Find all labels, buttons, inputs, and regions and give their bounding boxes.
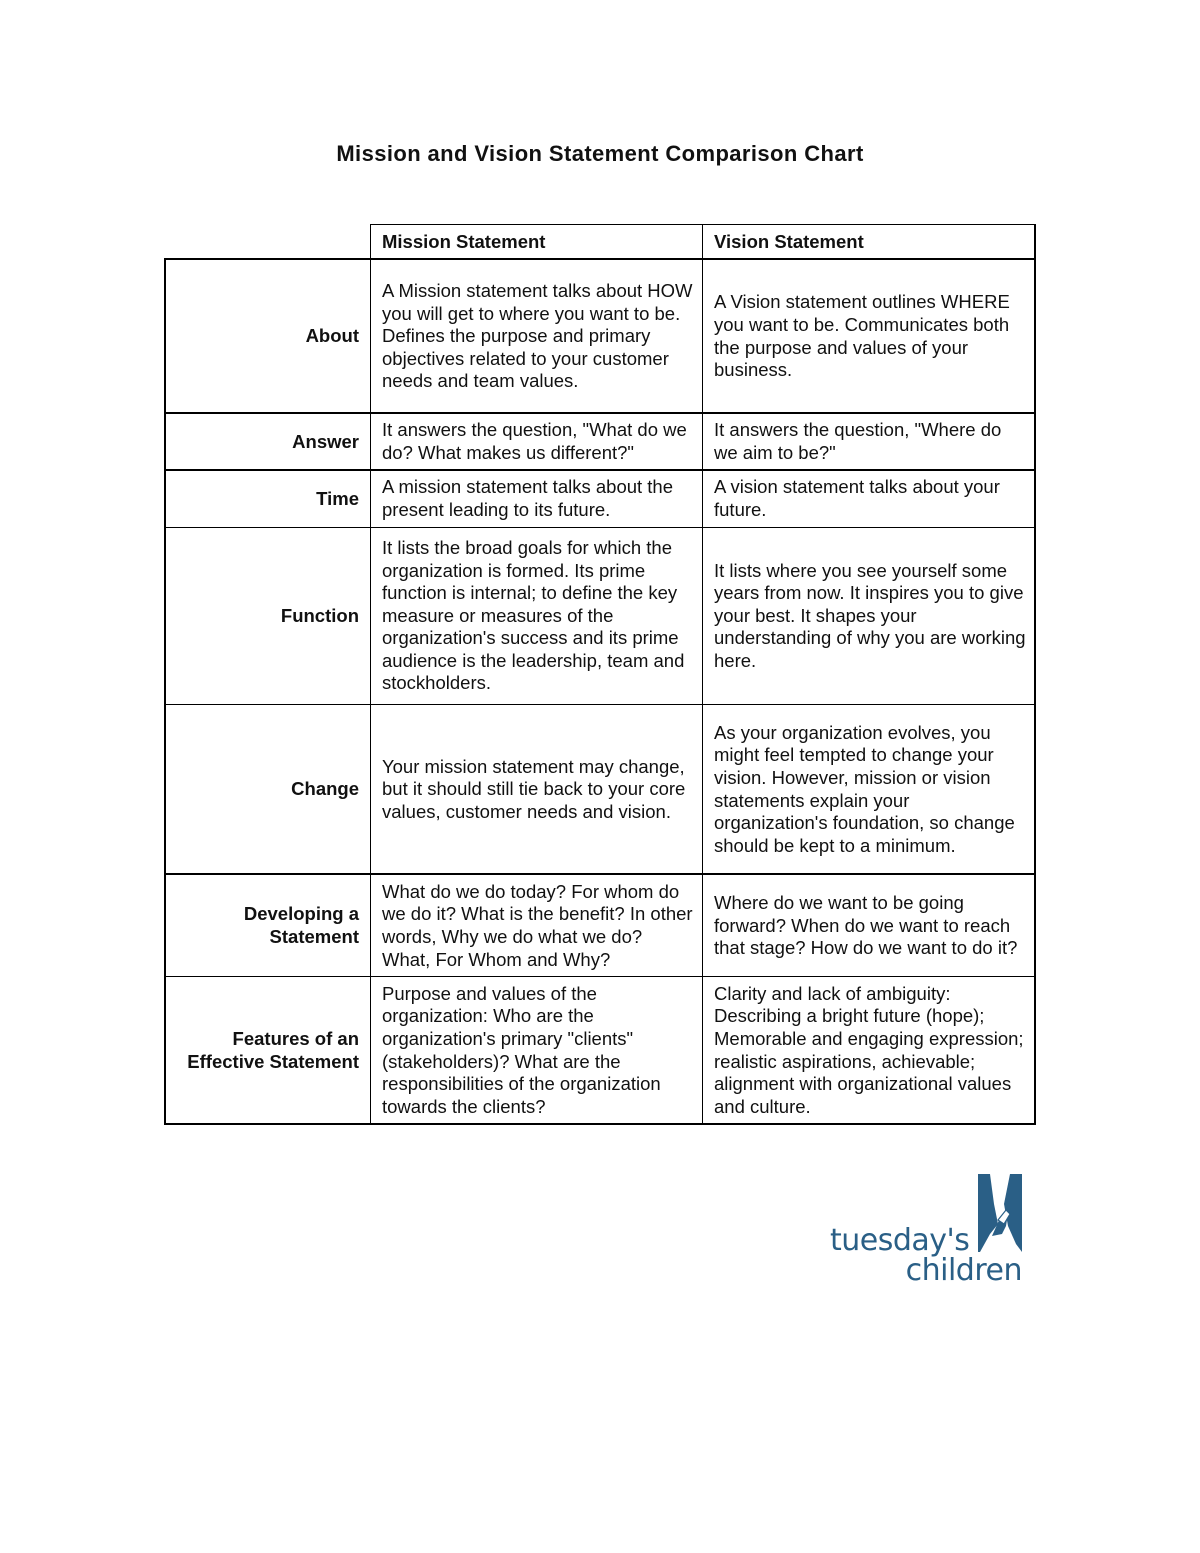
cell-text: A Vision statement outlines WHERE you want to be. Communicates both the purpose and values of your business. <box>714 291 1010 381</box>
cell-text: It answers the question, "Where do we aim to be?" <box>714 419 1002 463</box>
table-border <box>370 224 371 1125</box>
row-label-developing <box>166 876 370 976</box>
row-function-vision <box>703 528 1034 704</box>
header-vision <box>703 225 1034 259</box>
table-border <box>165 527 1035 528</box>
row-time-mission <box>371 471 702 527</box>
header-mission <box>371 225 702 259</box>
row-label-about <box>166 260 370 413</box>
table-border <box>702 224 703 1125</box>
page-title: Mission and Vision Statement Comparison Chart <box>336 141 864 166</box>
cell-text: It lists where you see yourself some years from now. It inspires you to give your best. It shapes your understanding of why you are working here. <box>714 559 1026 671</box>
row-about-mission <box>371 260 702 413</box>
logo-text-line2: children <box>905 1253 1022 1288</box>
cell-text: It answers the question, "What do we do? What makes us different?" <box>382 419 687 463</box>
cell-text: Where do we want to be going forward? When do we want to reach that stage? How do we want to do it? <box>714 892 1018 959</box>
table-border <box>165 873 1035 875</box>
row-developing-vision <box>703 876 1034 976</box>
row-label-text: Function <box>280 604 359 626</box>
row-label-text: Developing a Statement <box>243 903 359 947</box>
row-label-change <box>166 705 370 874</box>
row-time-vision <box>703 471 1034 527</box>
table-border <box>165 976 1035 977</box>
table-border <box>165 258 1035 260</box>
row-label-answer <box>166 414 370 470</box>
table-border <box>165 412 1035 414</box>
row-change-vision <box>703 705 1034 874</box>
cell-text: Clarity and lack of ambiguity: Describing a bright future (hope); Memorable and engaging expression; realistic aspirations, achievable; alignment with organizational values and culture. <box>714 982 1024 1117</box>
cell-text: Purpose and values of the organization: Who are the organization's primary "clients" (stakeholders)? What are the responsibilities of the organization towards the clients? <box>382 982 661 1117</box>
row-label-text: Answer <box>292 430 359 452</box>
row-function-mission <box>371 528 702 704</box>
row-label-text: About <box>305 325 359 347</box>
row-answer-mission <box>371 414 702 470</box>
cell-text: As your organization evolves, you might feel tempted to change your vision. However, mission or vision statements explain your organization's foundation, so change should be kept to a minimum. <box>714 721 1015 856</box>
table-border <box>165 704 1035 705</box>
cell-text: It lists the broad goals for which the organization is formed. Its prime function is internal; to define the key measure or measures of the organization's success and its prime audience is the leadership, team and stockholders. <box>382 536 685 694</box>
table-border <box>1034 224 1036 1125</box>
row-about-vision <box>703 260 1034 413</box>
table-border <box>164 258 166 1125</box>
table-border <box>165 1123 1035 1125</box>
cell-text: A Mission statement talks about HOW you will get to where you want to be. Defines the purpose and primary objectives related to your customer needs and team values. <box>382 280 693 392</box>
row-label-features <box>166 977 370 1124</box>
cell-text: What do we do today? For whom do we do it? What is the benefit? In other words, Why we do what we do? What, For Whom and Why? <box>382 880 693 970</box>
tuesdays-children-logo <box>830 1170 1030 1290</box>
hands-logo-icon <box>976 1174 1024 1260</box>
cell-text: A mission statement talks about the present leading to its future. <box>382 476 674 520</box>
row-features-mission <box>371 977 702 1124</box>
row-label-function <box>166 528 370 704</box>
row-change-mission <box>371 705 702 874</box>
table-border <box>165 469 1035 471</box>
row-features-vision <box>703 977 1034 1124</box>
row-label-time <box>166 471 370 527</box>
row-label-text: Time <box>316 487 359 509</box>
row-label-text: Features of an Effective Statement <box>187 1027 359 1072</box>
header-mission-text: Mission Statement <box>382 230 546 252</box>
row-developing-mission <box>371 876 702 976</box>
header-vision-text: Vision Statement <box>714 230 864 252</box>
row-answer-vision <box>703 414 1034 470</box>
row-label-text: Change <box>291 778 359 800</box>
cell-text: Your mission statement may change, but it should still tie back to your core values, customer needs and vision. <box>382 755 686 822</box>
cell-text: A vision statement talks about your future. <box>714 476 1000 520</box>
logo-text-line1: tuesday's <box>830 1223 970 1258</box>
